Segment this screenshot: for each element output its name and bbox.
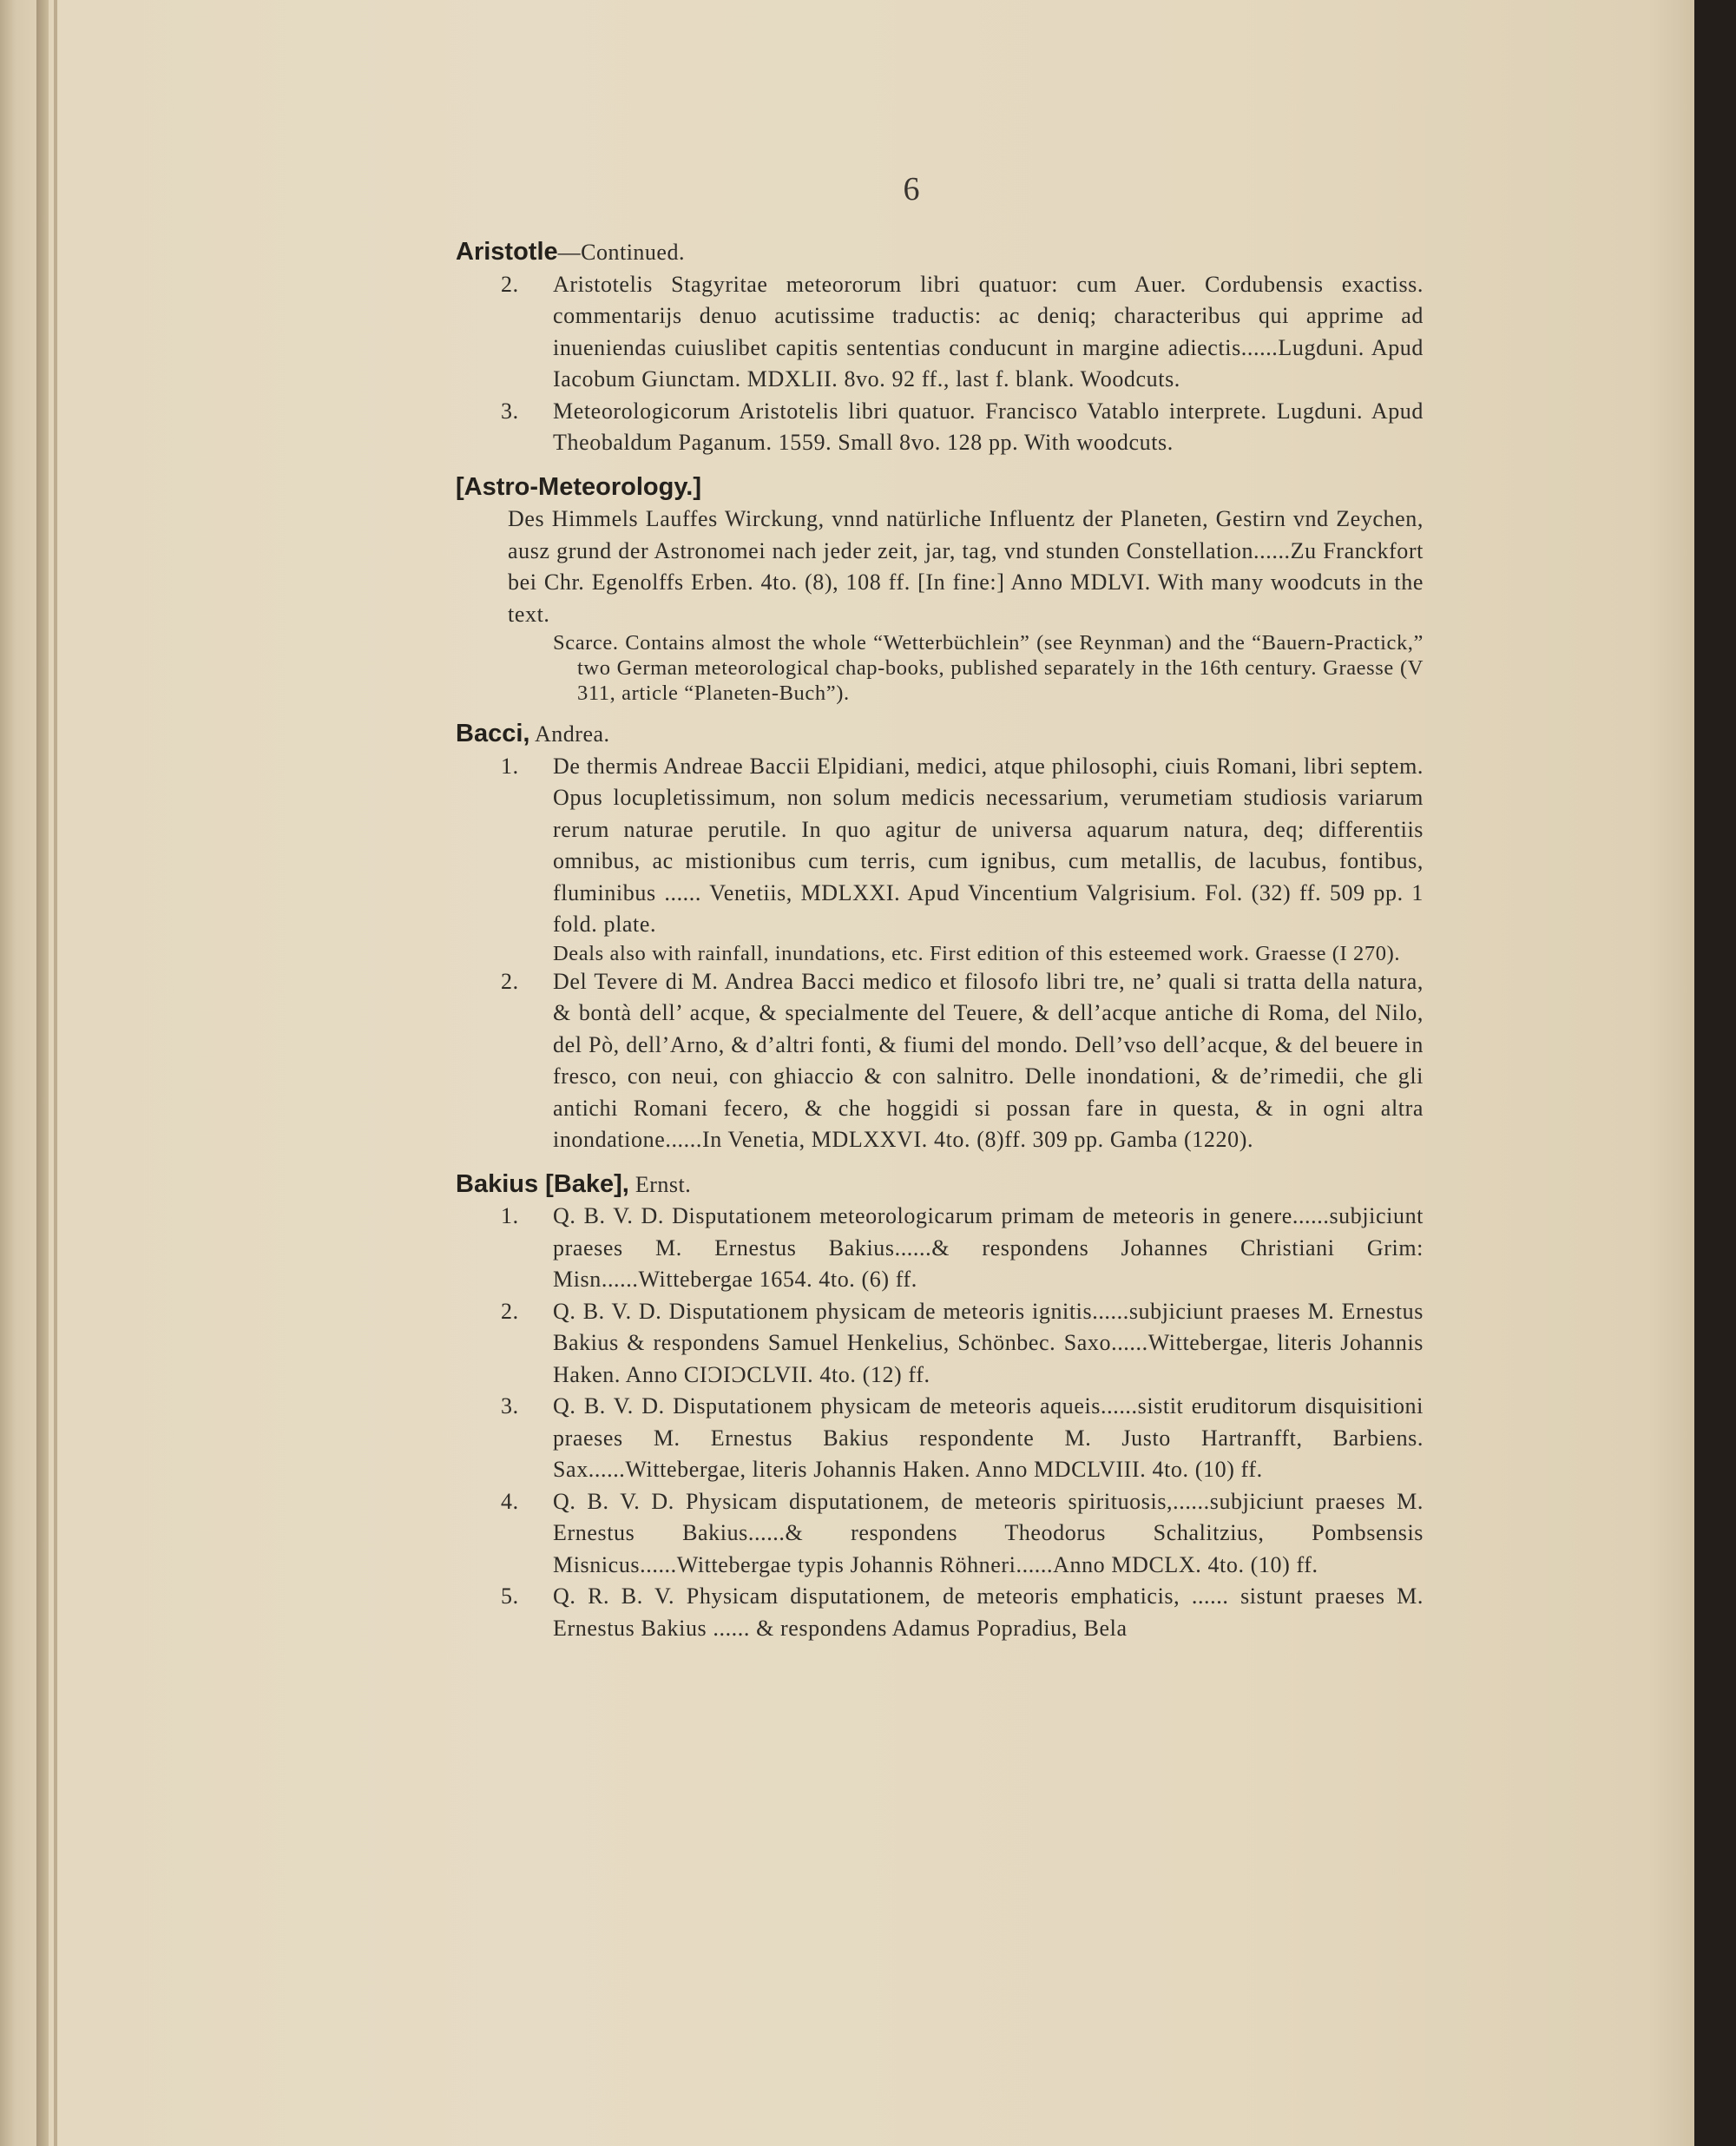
author-name: Bacci, [456,720,530,747]
item-text: Meteorologicorum Aristotelis libri quatuor. Francisco Vatablo interprete. Lugduni. Apud Theobaldum Paganum. 1559. Small 8vo. 128 pp. With woodcuts. [553,398,1424,455]
entry-heading [456,236,1424,269]
list-item [501,1391,1424,1486]
page-edge-line [54,0,57,2146]
item-text: Del Tevere di M. Andrea Bacci medico et filosofo libri tre, ne’ quali si tratta della natura, & bontà dell’ acque, & specialmente del Teuere, & dell’acque antiche di Roma, del Nilo, del Pò, dell’Arno, & d’altri fonti, & fiumi del mondo. Dell’vso dell’acque, & del beuere in fresco, con neui, con ghiaccio & con salnitro. Delle inondationi, & de’rimedii, che gli antichi Romani fecero, & che hoggidi si possan fare in questa, & in ogni altra inondatione......In Venetia, MDLXXVI. 4to. (8)ff. 309 pp. Gamba (1220). [553,968,1424,1152]
author-name: Aristotle [456,238,558,266]
item-text: Q. R. B. V. Physicam disputationem, de meteoris emphaticis, ...... sistunt praeses M. Ernestus Bakius ...... & respondens Adamus Popradius, Bela [553,1583,1424,1641]
list-item [501,1296,1424,1392]
list-item [501,269,1424,396]
entry-heading [456,1168,1424,1201]
annotation: Scarce. Contains almost the whole “Wetterbüchlein” (see Reynman) and the “Bauern-Practick,” two German meteorological chap-books, published separately in the 16th century. Graesse (V 311, article “Planeten-Buch”). [553,631,1424,705]
item-number: 1. [501,1203,519,1228]
item-text: Des Himmels Lauffes Wirckung, vnnd natürliche Influentz der Planeten, Gestirn vnd Zeychen, ausz grund der Astronomei nach jeder zeit, jar, tag, vnd stunden Constellation......Zu Franckfort bei Chr. Egenolffs Erben. 4to. (8), 108 ff. [In fine:] Anno MDLVI. With many woodcuts in the text. [508,506,1424,627]
item-text: Q. B. V. D. Disputationem meteorologicarum primam de meteoris in genere......subjiciunt praeses M. Ernestus Bakius......& respondens Johannes Christiani Grim: Misn......Wittebergae 1654. 4to. (6) ff. [553,1203,1424,1292]
item-text: Q. B. V. D. Physicam disputationem, de meteoris spirituosis,......subjiciunt praeses M. Ernestus Bakius......& respondens Theodorus Schalitzius, Pombsensis Misnicus......Wittebergae typis Johannis Röhneri......Anno MDCLX. 4to. (10) ff. [553,1488,1424,1577]
item-number: 4. [501,1488,519,1514]
annotation: Deals also with rainfall, inundations, etc. First edition of this esteemed work. Graesse (I 270). [553,941,1401,965]
heading-rest: Ernst. [628,1171,692,1197]
list-item [501,966,1424,1156]
entry-heading [456,471,1424,504]
item-text: De thermis Andreae Baccii Elpidiani, medici, atque philosophi, ciuis Romani, libri septem. Opus locupletissimum, non solum medicis necessarium, verumetiam studiosis variarum rerum naturae perutile. In quo agitur de universa aquarum natura, deq; differentiis omnibus, ac mistionibus cum terris, cum ignibus, cum metallis, de lacubus, fontibus, fluminibus ...... Venetiis, MDLXXI. Apud Vincentium Valgrisium. Fol. (32) ff. 509 pp. 1 fold. plate. [553,753,1424,937]
item-number: 1. [501,753,519,779]
page-number: 6 [903,171,920,207]
item-number: 2. [501,271,519,297]
heading-rest: Andrea. [529,721,610,747]
item-number: 5. [501,1583,519,1609]
list-item [501,1201,1424,1296]
list-item [508,504,1424,630]
author-name: Bakius [Bake], [456,1169,629,1198]
entry-heading [456,718,1424,751]
author-name: [Astro-Meteorology.] [456,472,702,501]
item-text: Q. B. V. D. Disputationem physicam de meteoris aqueis......sistit eruditorum disquisitioni praeses M. Ernestus Bakius respondente M. Justo Hartranfft, Barbiens. Sax......Wittebergae, literis Johannis Haken. Anno MDCLVIII. 4to. (10) ff. [553,1393,1424,1482]
item-text: Aristotelis Stagyritae meteororum libri quatuor: cum Auer. Cordubensis exactiss. commentarijs denuo acutissime traductis: ac deniq; characteribus qui apprime ad inueniendas cuiuslibet capitis sententias conducunt in margine adiectis......Lugduni. Apud Iacobum Giunctam. MDXLII. 8vo. 92 ff., last f. blank. Woodcuts. [553,271,1424,392]
list-item [501,751,1424,941]
list-item [501,1486,1424,1582]
item-number: 2. [501,1298,519,1324]
item-text: Q. B. V. D. Disputationem physicam de meteoris ignitis......subjiciunt praeses M. Ernestus Bakius & respondens Samuel Henkelius, Schönbec. Saxo......Wittebergae, literis Johannis Haken. Anno CIƆIƆCLVII. 4to. (12) ff. [553,1298,1424,1387]
catalog-content [456,236,1424,1644]
page-edge [36,0,49,2146]
list-item [501,1581,1424,1644]
background-dark-edge [1694,0,1736,2146]
item-number: 3. [501,1393,519,1419]
list-item [501,396,1424,459]
item-number: 3. [501,398,519,424]
item-number: 2. [501,968,519,994]
heading-rest: —Continued. [557,240,685,265]
